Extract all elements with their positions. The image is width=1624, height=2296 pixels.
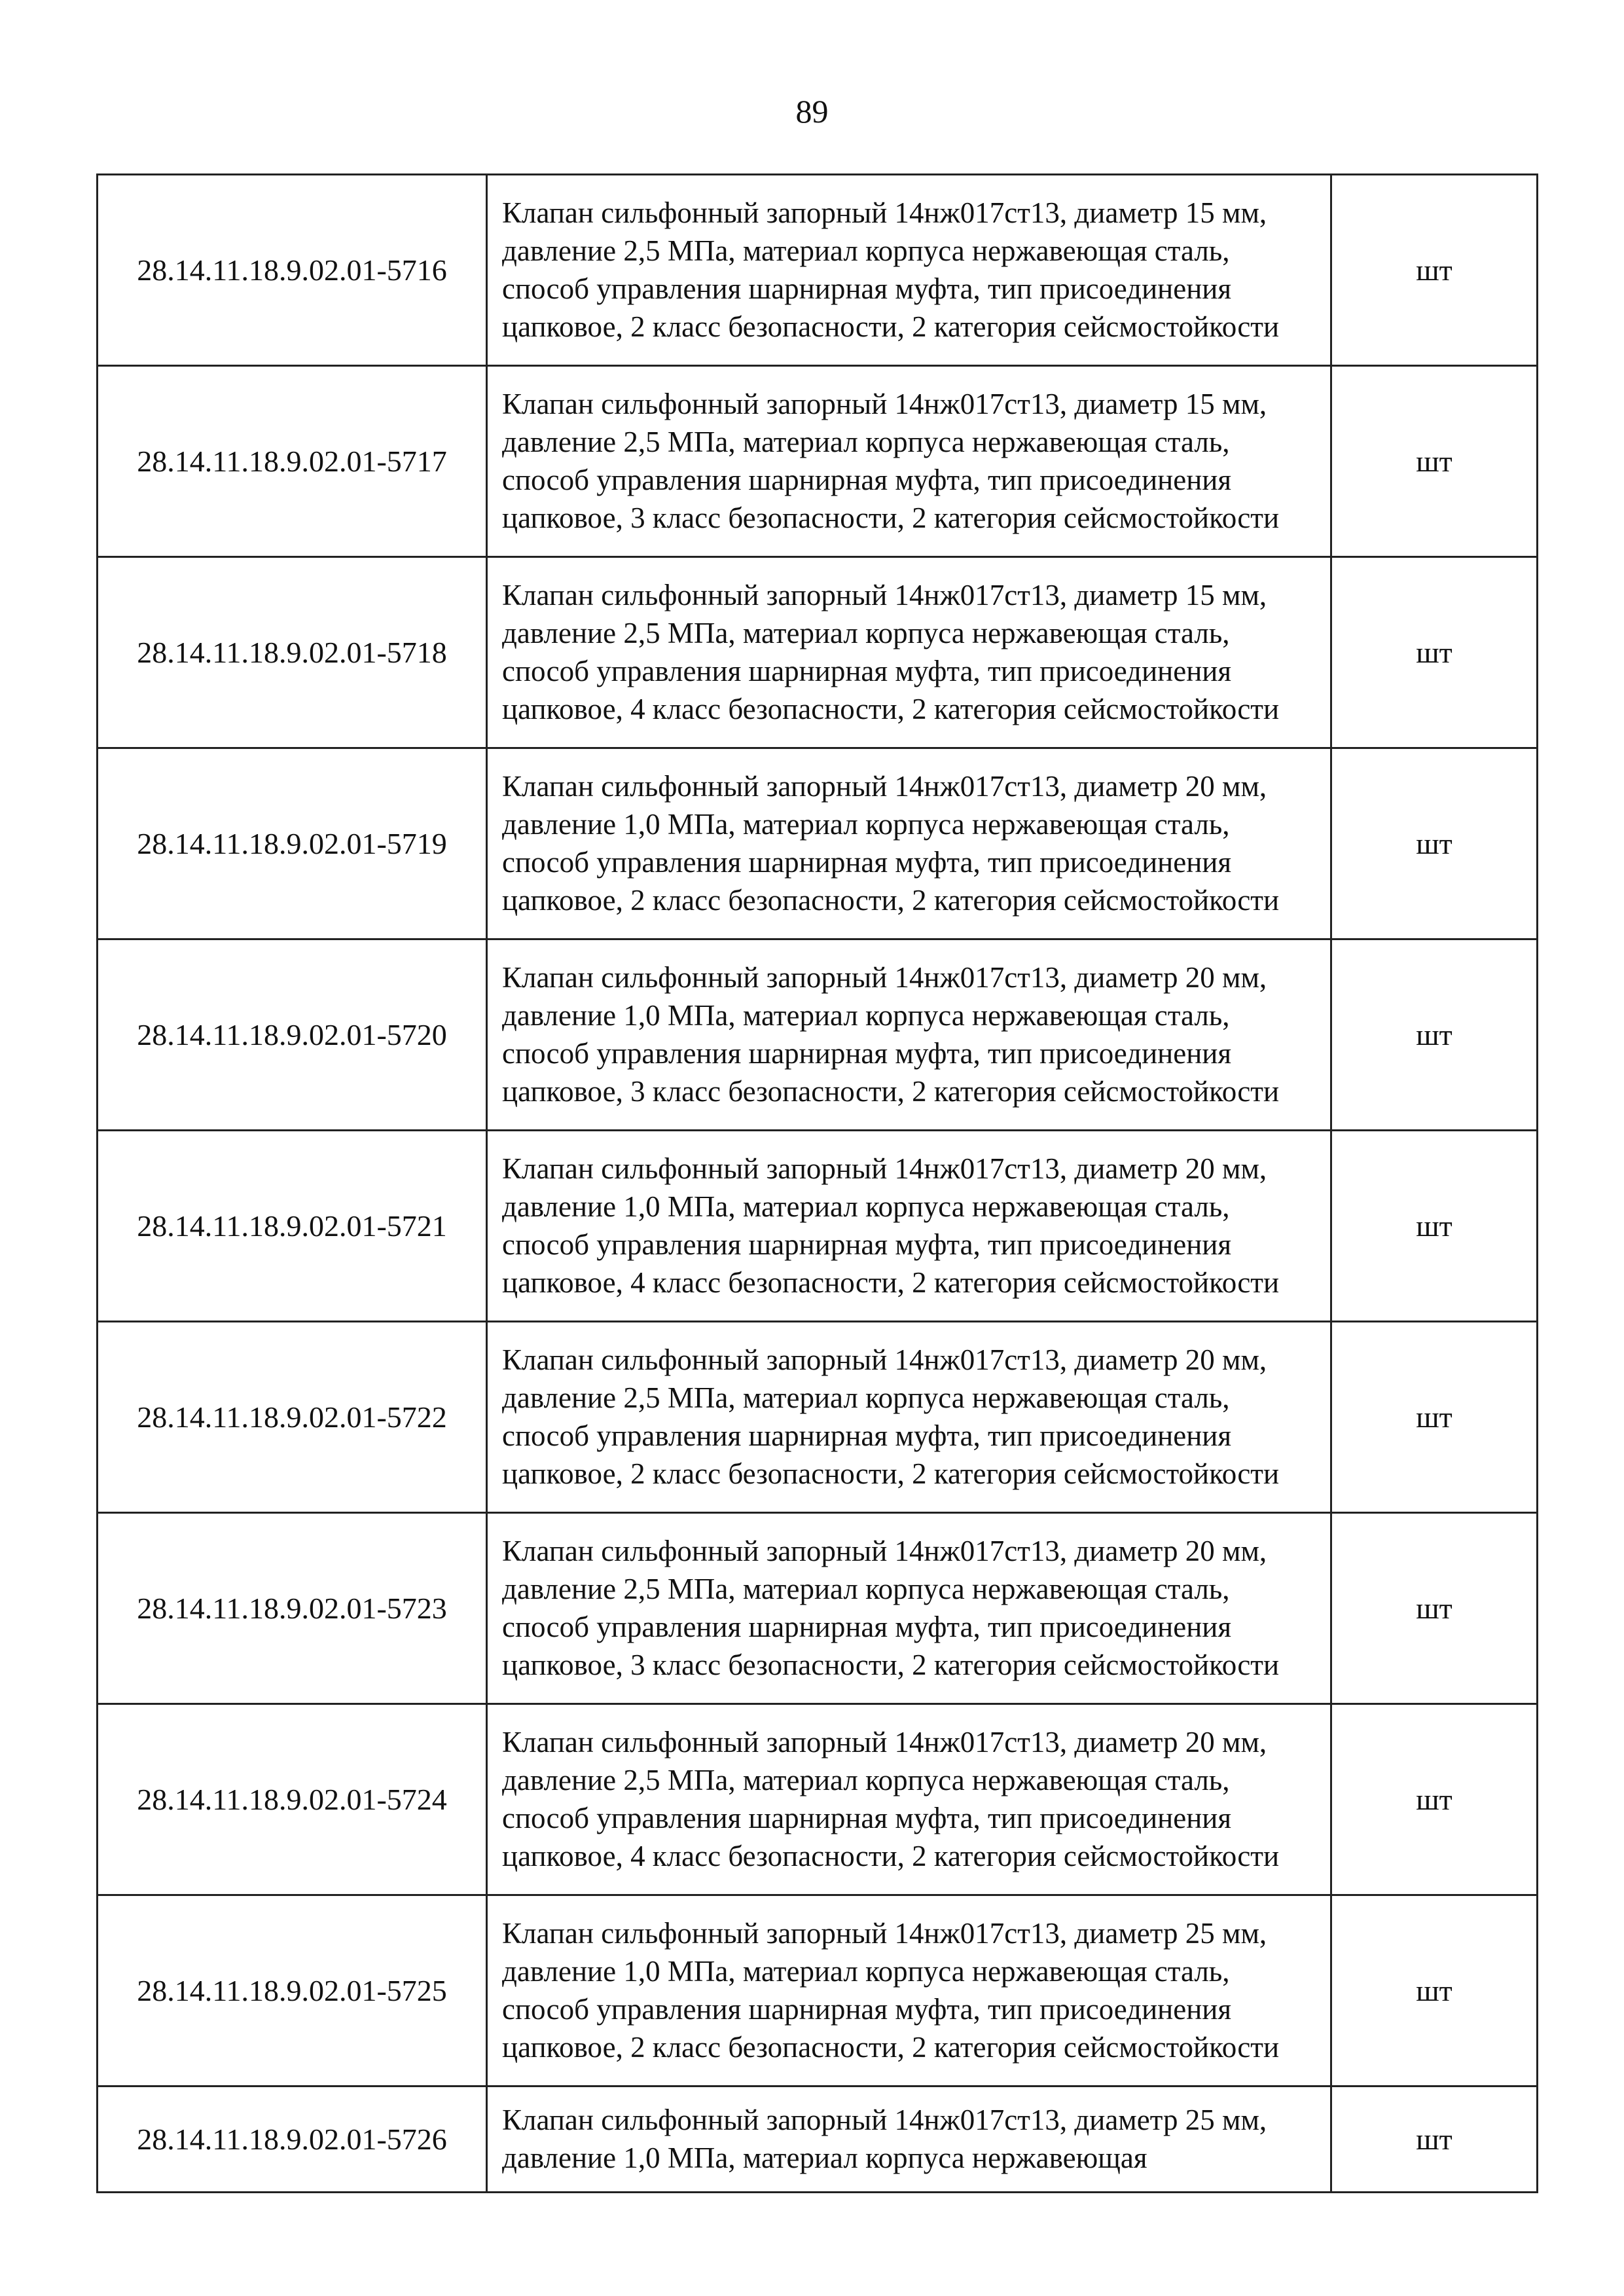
- table-row: [98, 2086, 1538, 2193]
- resource-description-text: Клапан сильфонный запорный 14нж017ст13, диаметр 20 мм, давление 2,5 МПа, материал корпуса нержавеющая сталь, способ управления шарнирная муфта, тип присоединения цапковое, 2 класс безопасности, 2 категория сейсмостойкости: [502, 1343, 1280, 1490]
- resource-description-text: Клапан сильфонный запорный 14нж017ст13, диаметр 15 мм, давление 2,5 МПа, материал корпуса нержавеющая сталь, способ управления шарнирная муфта, тип присоединения цапковое, 2 класс безопасности, 2 категория сейсмостойкости: [502, 196, 1280, 343]
- table-row: [98, 1704, 1538, 1895]
- unit-of-measure: шт: [1331, 2086, 1538, 2193]
- resource-code: 28.14.11.18.9.02.01-5725: [98, 1895, 487, 2086]
- resource-code: 28.14.11.18.9.02.01-5720: [98, 939, 487, 1131]
- resource-code: 28.14.11.18.9.02.01-5718: [98, 557, 487, 748]
- resource-code: 28.14.11.18.9.02.01-5721: [98, 1131, 487, 1322]
- resource-description-text: Клапан сильфонный запорный 14нж017ст13, диаметр 25 мм, давление 1,0 МПа, материал корпуса нержавеющая: [502, 2103, 1267, 2174]
- unit-of-measure: шт: [1331, 366, 1538, 557]
- unit-of-measure: шт: [1331, 748, 1538, 939]
- resource-code: 28.14.11.18.9.02.01-5716: [98, 175, 487, 366]
- resource-description: [487, 175, 1331, 366]
- unit-of-measure: шт: [1331, 1513, 1538, 1704]
- page-number: 89: [795, 93, 829, 130]
- resource-description: [487, 2086, 1331, 2193]
- resource-description-text: Клапан сильфонный запорный 14нж017ст13, диаметр 15 мм, давление 2,5 МПа, материал корпуса нержавеющая сталь, способ управления шарнирная муфта, тип присоединения цапковое, 4 класс безопасности, 2 категория сейсмостойкости: [502, 578, 1280, 725]
- resource-description: [487, 557, 1331, 748]
- table-row: [98, 1131, 1538, 1322]
- resource-description: [487, 366, 1331, 557]
- resource-table: [96, 173, 1538, 2193]
- table-row: [98, 1322, 1538, 1513]
- resource-description: [487, 1131, 1331, 1322]
- resource-description: [487, 1704, 1331, 1895]
- table-row: [98, 557, 1538, 748]
- resource-code: 28.14.11.18.9.02.01-5726: [98, 2086, 487, 2193]
- table-row: [98, 1513, 1538, 1704]
- unit-of-measure: шт: [1331, 175, 1538, 366]
- table-row: [98, 1895, 1538, 2086]
- resource-description-text: Клапан сильфонный запорный 14нж017ст13, диаметр 25 мм, давление 1,0 МПа, материал корпуса нержавеющая сталь, способ управления шарнирная муфта, тип присоединения цапковое, 2 класс безопасности, 2 категория сейсмостойкости: [502, 1916, 1280, 2064]
- resource-code: 28.14.11.18.9.02.01-5717: [98, 366, 487, 557]
- resource-description-text: Клапан сильфонный запорный 14нж017ст13, диаметр 20 мм, давление 2,5 МПа, материал корпуса нержавеющая сталь, способ управления шарнирная муфта, тип присоединения цапковое, 4 класс безопасности, 2 категория сейсмостойкости: [502, 1725, 1280, 1872]
- resource-description: [487, 1513, 1331, 1704]
- unit-of-measure: шт: [1331, 1895, 1538, 2086]
- resource-code: 28.14.11.18.9.02.01-5723: [98, 1513, 487, 1704]
- unit-of-measure: шт: [1331, 1704, 1538, 1895]
- resource-description-text: Клапан сильфонный запорный 14нж017ст13, диаметр 20 мм, давление 2,5 МПа, материал корпуса нержавеющая сталь, способ управления шарнирная муфта, тип присоединения цапковое, 3 класс безопасности, 2 категория сейсмостойкости: [502, 1534, 1280, 1681]
- resource-description: [487, 748, 1331, 939]
- table-row: [98, 175, 1538, 366]
- resource-code: 28.14.11.18.9.02.01-5719: [98, 748, 487, 939]
- unit-of-measure: шт: [1331, 1322, 1538, 1513]
- resource-description-text: Клапан сильфонный запорный 14нж017ст13, диаметр 15 мм, давление 2,5 МПа, материал корпуса нержавеющая сталь, способ управления шарнирная муфта, тип присоединения цапковое, 3 класс безопасности, 2 категория сейсмостойкости: [502, 387, 1280, 534]
- resource-description: [487, 1322, 1331, 1513]
- resource-code: 28.14.11.18.9.02.01-5722: [98, 1322, 487, 1513]
- resource-description-text: Клапан сильфонный запорный 14нж017ст13, диаметр 20 мм, давление 1,0 МПа, материал корпуса нержавеющая сталь, способ управления шарнирная муфта, тип присоединения цапковое, 2 класс безопасности, 2 категория сейсмостойкости: [502, 769, 1280, 917]
- table-row: [98, 366, 1538, 557]
- table-row: [98, 748, 1538, 939]
- resource-code: 28.14.11.18.9.02.01-5724: [98, 1704, 487, 1895]
- resource-description: [487, 1895, 1331, 2086]
- unit-of-measure: шт: [1331, 939, 1538, 1131]
- resource-description-text: Клапан сильфонный запорный 14нж017ст13, диаметр 20 мм, давление 1,0 МПа, материал корпуса нержавеющая сталь, способ управления шарнирная муфта, тип присоединения цапковое, 4 класс безопасности, 2 категория сейсмостойкости: [502, 1152, 1280, 1299]
- table-row: [98, 939, 1538, 1131]
- resource-description-text: Клапан сильфонный запорный 14нж017ст13, диаметр 20 мм, давление 1,0 МПа, материал корпуса нержавеющая сталь, способ управления шарнирная муфта, тип присоединения цапковое, 3 класс безопасности, 2 категория сейсмостойкости: [502, 960, 1280, 1108]
- unit-of-measure: шт: [1331, 1131, 1538, 1322]
- resource-description: [487, 939, 1331, 1131]
- unit-of-measure: шт: [1331, 557, 1538, 748]
